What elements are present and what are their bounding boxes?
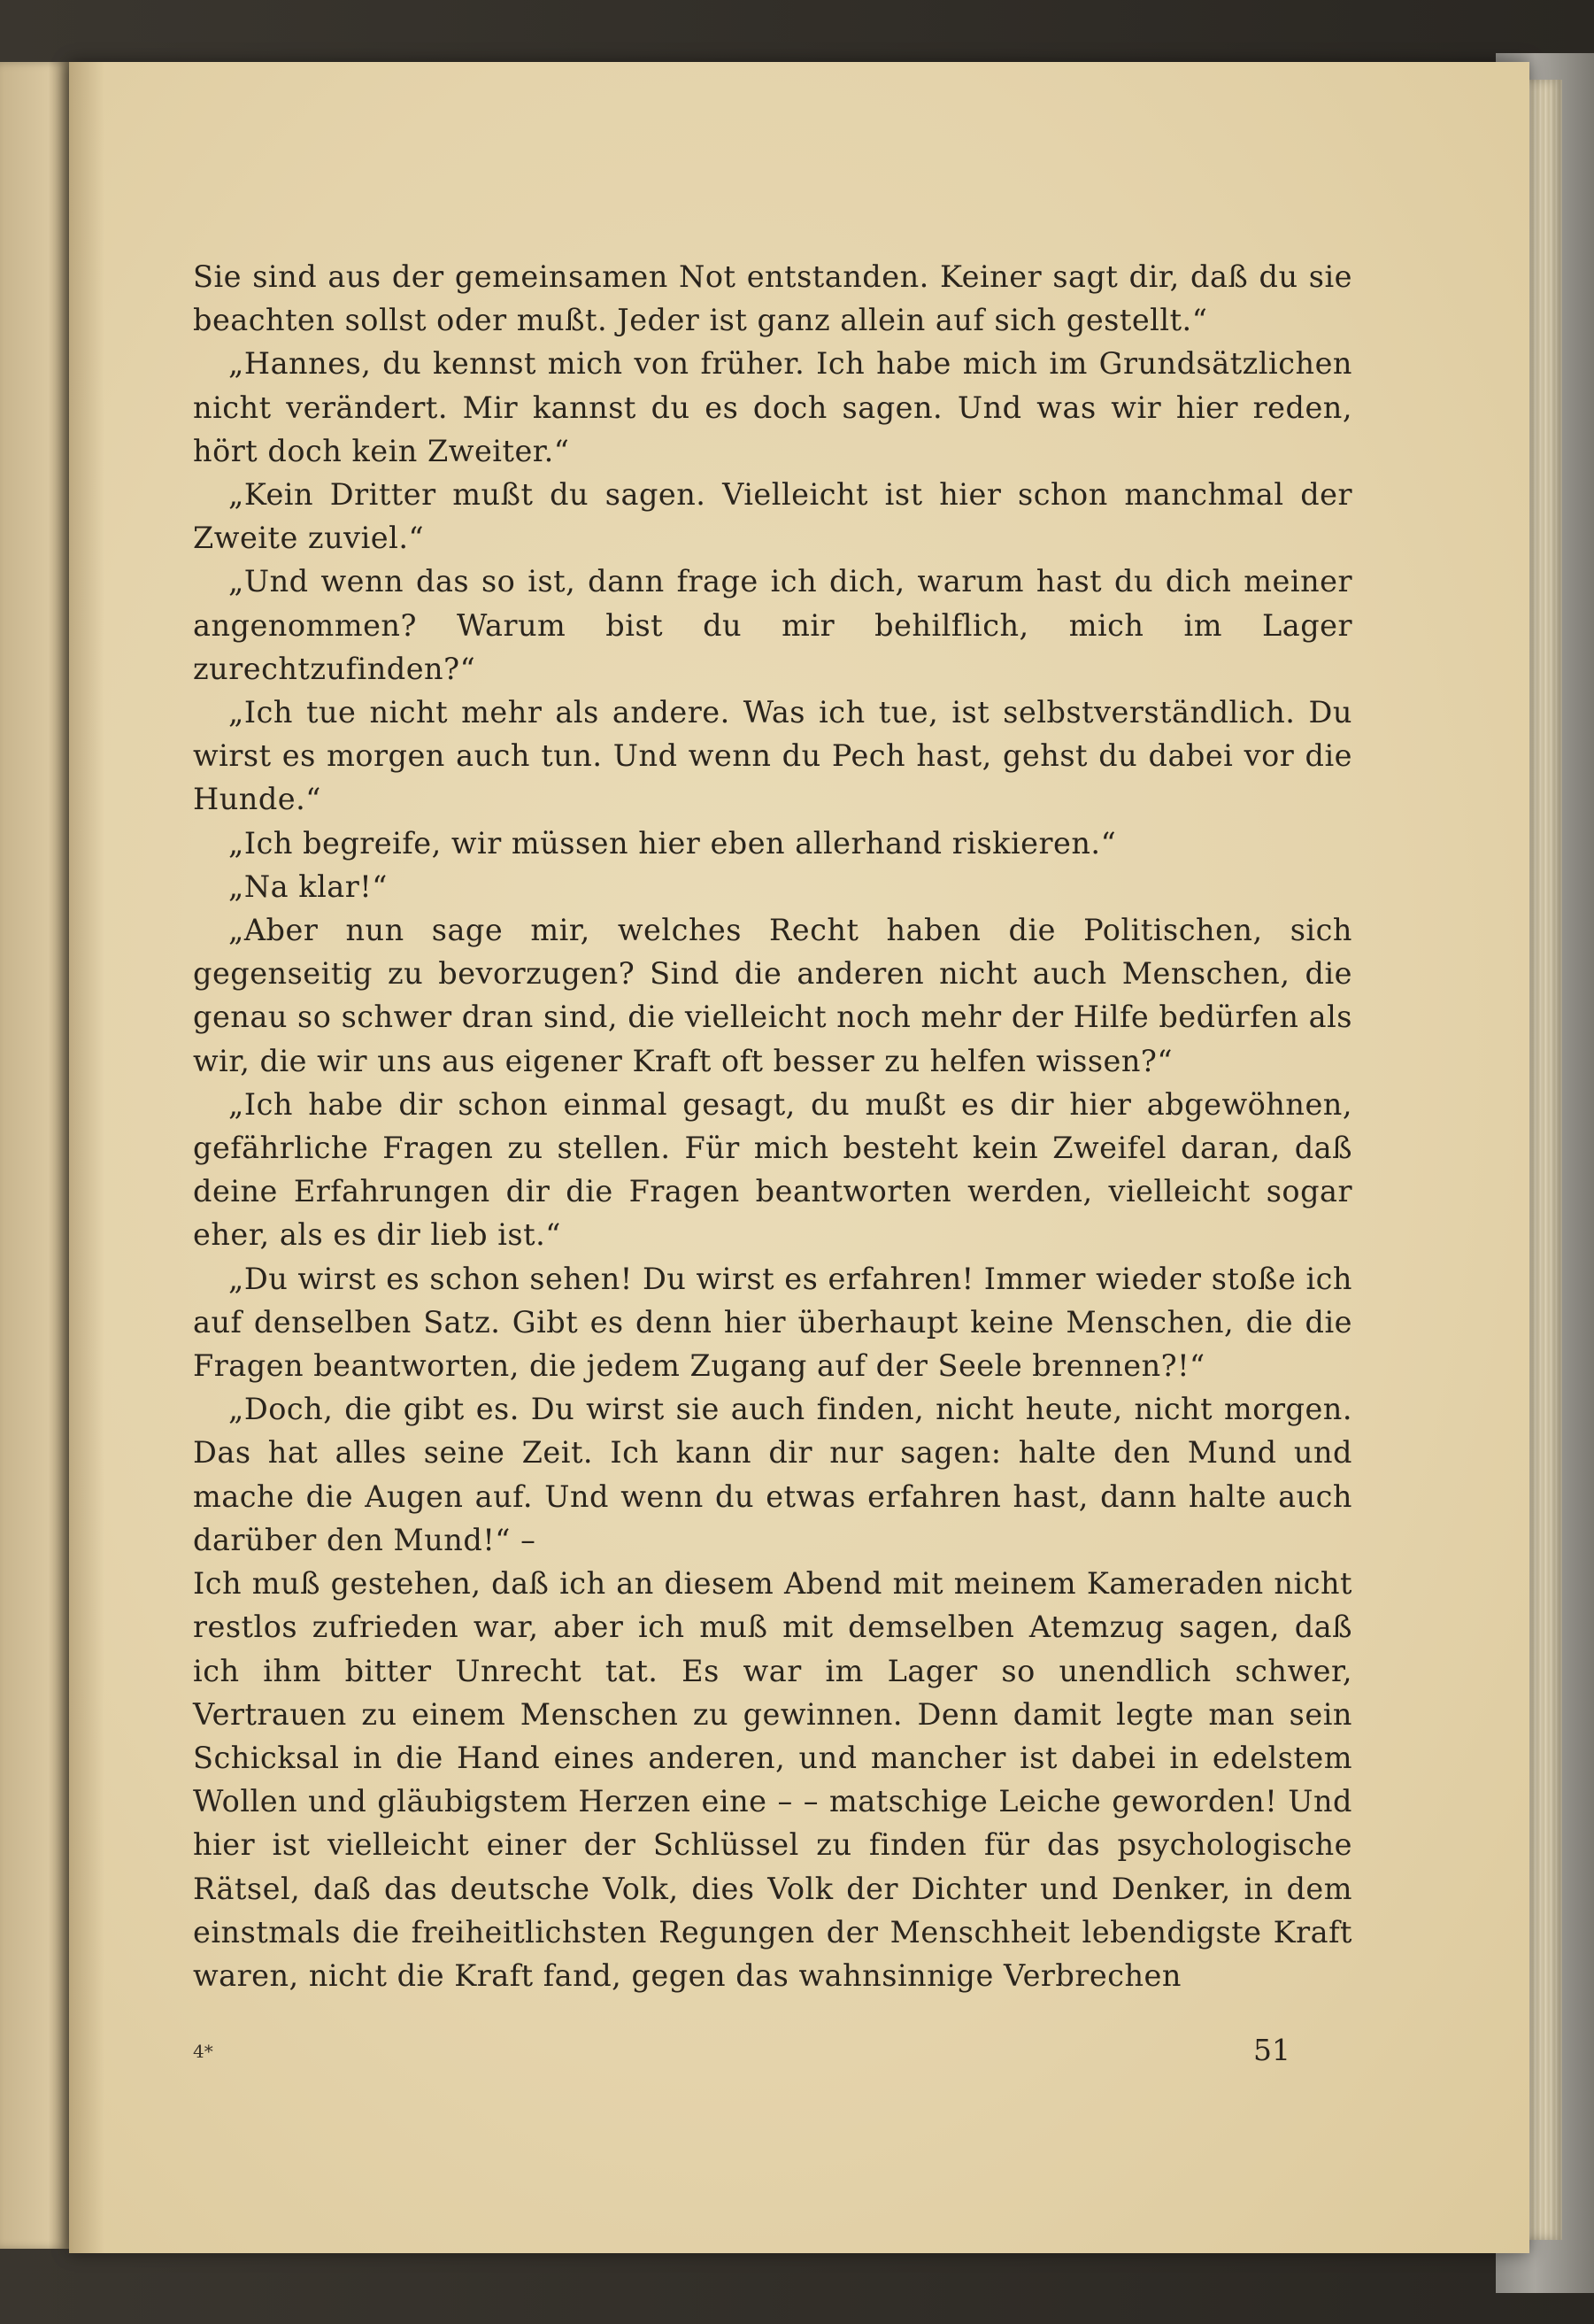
paragraph: „Hannes, du kennst mich von früher. Ich habe mich im Grundsätzlichen nicht verändert. Mir kannst du es doch sagen. Und was wir hier reden, hört doch kein Zweiter.“ <box>193 346 1352 468</box>
paragraph: „Aber nun sage mir, welches Recht haben die Politischen, sich gegenseitig zu bevorzugen? Sind die anderen nicht auch Menschen, die genau so schwer dran sind, die vielleicht noch mehr der Hilfe bedürfen als wir, die wir uns aus eigener Kraft oft besser zu helfen wissen?“ <box>193 913 1352 1078</box>
paragraph: „Kein Dritter mußt du sagen. Vielleicht ist hier schon manchmal der Zweite zuviel.“ <box>193 477 1352 556</box>
paragraph: „Ich tue nicht mehr als andere. Was ich tue, ist selbstverständlich. Du wirst es morgen auch tun. Und wenn du Pech hast, gehst du dabei vor die Hunde.“ <box>193 695 1352 817</box>
paragraph: „Und wenn das so ist, dann frage ich dich, warum hast du dich meiner angenommen? Warum bist du mir behilflich, mich im Lager zurechtzufinden?“ <box>193 564 1352 686</box>
paragraph: „Ich habe dir schon einmal gesagt, du mußt es dir hier abgewöhnen, gefährliche Fragen zu stellen. Für mich besteht kein Zweifel daran, daß deine Erfahrungen dir die Fragen beantworten werden, vielleicht sogar eher, als es dir lieb ist.“ <box>193 1086 1352 1253</box>
paragraph: „Doch, die gibt es. Du wirst sie auch finden, nicht heute, nicht morgen. Das hat alles seine Zeit. Ich kann dir nur sagen: halte den Mund und mache die Augen auf. Und wenn du etwas erfahren hast, dann halte auch darüber den Mund!“ – <box>193 1392 1352 1557</box>
body-text <box>193 255 1352 1997</box>
paragraph: Ich muß gestehen, daß ich an diesem Abend mit meinem Kameraden nicht restlos zufrieden war, aber ich muß mit demselben Atemzug sagen, daß ich ihm bitter Unrecht tat. Es war im Lager so unendlich schwer, Vertrauen zu einem Menschen zu gewinnen. Denn damit legte man sein Schicksal in die Hand eines anderen, und mancher ist dabei in edelstem Wollen und gläubigstem Herzen eine – – matschige Leiche geworden! Und hier ist vielleicht einer der Schlüssel zu finden für das psychologische Rätsel, daß das deutsche Volk, dies Volk der Dichter und Denker, in dem einstmals die freiheitlichsten Regungen der Menschheit lebendigste Kraft waren, nicht die Kraft fand, gegen das wahnsinnige Verbrechen <box>193 1566 1352 1993</box>
book-page <box>69 62 1529 2253</box>
paragraph: Sie sind aus der gemeinsamen Not entstanden. Keiner sagt dir, daß du sie beachten sollst oder mußt. Jeder ist ganz allein auf sich gestellt.“ <box>193 259 1352 338</box>
paragraph: „Na klar!“ <box>228 869 388 904</box>
paragraph: „Ich begreife, wir müssen hier eben allerhand riskieren.“ <box>228 825 1117 861</box>
paragraph: „Du wirst es schon sehen! Du wirst es erfahren! Immer wieder stoße ich auf denselben Satz. Gibt es denn hier überhaupt keine Menschen, die die Fragen beantworten, die jedem Zugang auf der Seele brennen?!“ <box>193 1261 1352 1384</box>
page-number: 51 <box>1253 2033 1290 2067</box>
facing-page-edge <box>0 62 69 2249</box>
signature-mark: 4* <box>193 2041 213 2062</box>
